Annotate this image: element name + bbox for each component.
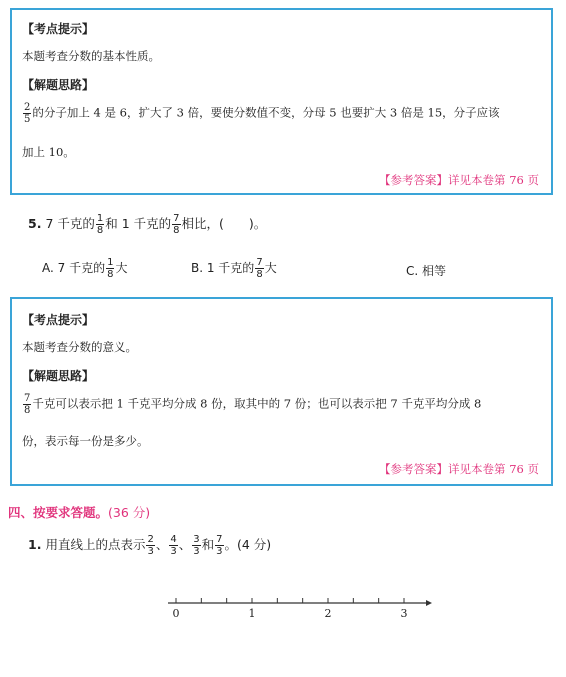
answer-reference: 【参考答案】详见本卷第 76 页 (379, 462, 539, 476)
option-a[interactable]: A. 7 千克的 $\frac{1}{8}$ 大 (42, 257, 128, 280)
hint-box-2 (10, 297, 553, 486)
idea-line-1: $\frac{7}{8}$ 千克可以表示把 1 千克平均分成 8 份，取其中的 7 份；也可以表示把 7 千克平均分成 8 (24, 393, 482, 416)
idea-line-1: $\frac{2}{5}$ 的分子加上 4 是 6，扩大了 3 倍，要使分数值不变，分母 5 也要扩大 3 倍是 15，分子应该 (24, 102, 500, 125)
fraction: $\frac{7}{3}$ (216, 534, 223, 557)
idea-title: 【解题思路】 (22, 78, 95, 92)
idea-title: 【解题思路】 (22, 369, 95, 383)
fraction: $\frac{1}{8}$ (96, 213, 104, 236)
option-b[interactable]: B. 1 千克的 $\frac{7}{8}$ 大 (191, 257, 277, 280)
fraction: $\frac{7}{8}$ (173, 213, 180, 236)
fraction: $\frac{2}{5}$ (24, 102, 31, 125)
tip-title: 【考点提示】 (22, 313, 95, 327)
tick-label: 3 (400, 607, 408, 620)
fraction: $\frac{2}{3}$ (147, 534, 154, 557)
idea-line-2: 加上 10。 (22, 145, 75, 159)
idea-line-2: 份，表示每一份是多少。 (22, 434, 149, 448)
tip-text: 本题考查分数的意义。 (22, 340, 137, 354)
arrow-icon (426, 600, 432, 606)
answer-reference: 【参考答案】详见本卷第 76 页 (379, 173, 539, 187)
fraction: $\frac{4}{3}$ (170, 534, 177, 557)
tick-label: 0 (172, 607, 180, 620)
tick-label: 1 (248, 607, 256, 620)
tip-title: 【考点提示】 (22, 22, 95, 36)
fraction: $\frac{3}{3}$ (193, 534, 200, 557)
option-c[interactable]: C. 相等 (406, 264, 447, 278)
section-heading: 四、按要求答题。(36 分) (8, 505, 151, 520)
tick-label: 2 (324, 607, 332, 620)
hint-box-1 (10, 8, 553, 195)
fraction: $\frac{7}{8}$ (24, 393, 31, 416)
question-1: 1. 用直线上的点表示 $\frac{2}{3}$ 、 $\frac{4}{3}$ 、 $\frac{3}{3}$ 和 $\frac{7}{3}$ 。(4 分) (28, 534, 272, 557)
number-line (0, 585, 566, 645)
tip-text: 本题考查分数的基本性质。 (22, 49, 160, 63)
question-5: 5. 7 千克的 $\frac{1}{8}$ 和 1 千克的 $\frac{7}{8}$ 相比，( )。 (28, 213, 267, 236)
